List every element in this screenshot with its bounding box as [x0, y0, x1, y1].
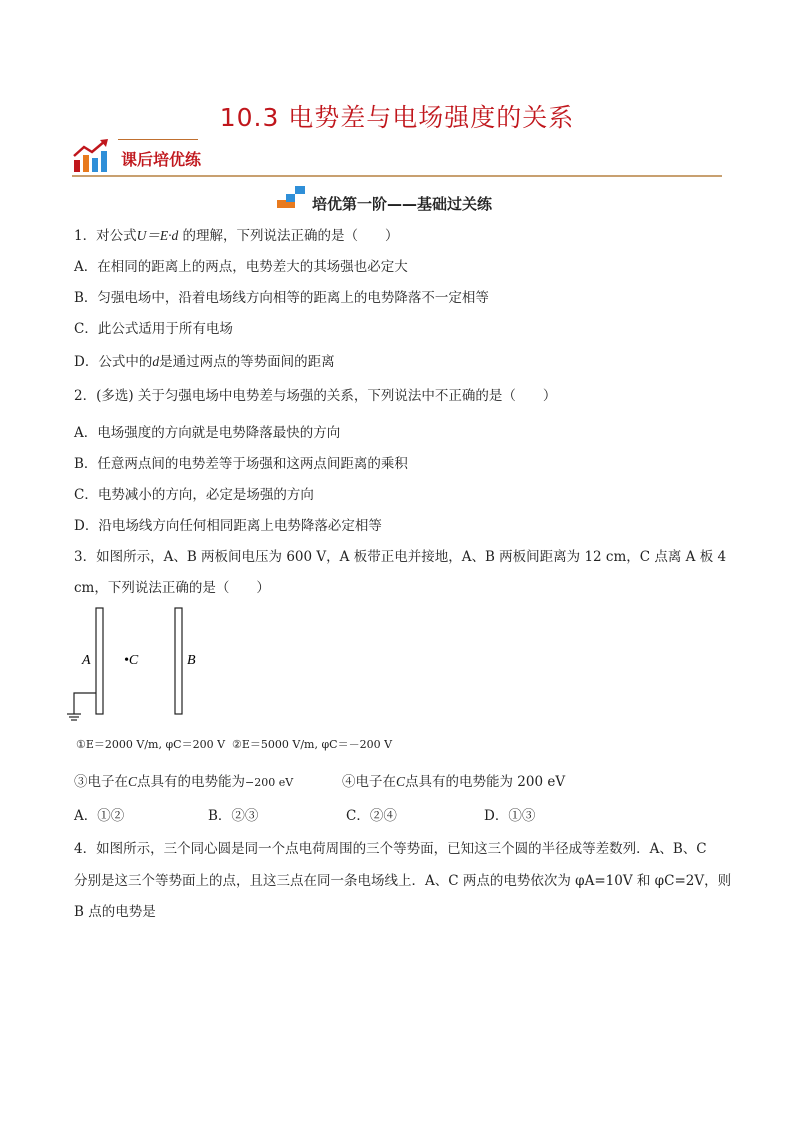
- stairs-icon: [277, 183, 307, 209]
- q1-stem: [74, 229, 399, 244]
- section-accent-line: [118, 139, 198, 140]
- subsection-label: 培优第一阶——基础过关练: [312, 195, 493, 213]
- q1-option-d-text: D．公式中的: [74, 354, 153, 370]
- section-divider: [72, 175, 722, 177]
- q4-stem-line1: 4．如图所示，三个同心圆是同一个点电荷周围的三个等势面，已知这三个圆的半径成等差数列．A、B、C: [74, 841, 707, 857]
- q1-option-d-var: d: [152, 354, 160, 369]
- q3-choice-c: C．②④: [346, 808, 397, 824]
- page-title: 10.3 电势差与电场强度的关系: [219, 103, 575, 132]
- q2-option-b: B．任意两点间的电势差等于场强和这两点间距离的乘积: [74, 456, 408, 472]
- q2-option-a: A．电场强度的方向就是电势降落最快的方向: [74, 425, 341, 441]
- point-c-label: •C: [124, 653, 139, 668]
- q3-statement-3: [74, 775, 293, 790]
- q1-option-b: B．匀强电场中，沿着电场线方向相等的距离上的电势降落不一定相等: [74, 290, 489, 306]
- capacitor-plates-figure: [66, 606, 206, 724]
- plate-b: [175, 608, 182, 714]
- plate-a-label: A: [82, 653, 91, 668]
- q3-statement-3-text-2: 点具有的电势能为: [137, 774, 246, 790]
- q3-statement-2: ②E＝5000 V/m, φC＝－200 V: [232, 738, 393, 751]
- q3-statement-4-var: C: [396, 774, 406, 789]
- q1-stem-text-2: 的理解，下列说法正确的是（ ）: [178, 228, 399, 244]
- q3-statement-1: ①E＝2000 V/m, φC＝200 V: [76, 738, 226, 751]
- q4-stem-line3: B 点的电势是: [74, 904, 156, 920]
- q4-stem-line2: 分别是这三个等势面上的点，且这三点在同一条电场线上．A、C 两点的电势依次为 φA=10V 和 φC=2V，则: [74, 873, 732, 889]
- q2-option-d: D．沿电场线方向任何相同距离上电势降落必定相等: [74, 518, 382, 534]
- q3-choice-d: D．①③: [484, 808, 536, 824]
- q3-stem-line1: 3．如图所示，A、B 两板间电压为 600 V，A 板带正电并接地，A、B 两板间距离为 12 cm，C 点离 A 板 4: [74, 549, 727, 565]
- plate-a: [96, 608, 103, 714]
- ground-wire: [74, 693, 96, 714]
- q1-formula: U＝E·d: [136, 228, 179, 243]
- q2-stem: 2．(多选) 关于匀强电场中电势差与场强的关系，下列说法中不正确的是（ ）: [74, 388, 557, 404]
- plate-b-label: B: [187, 653, 196, 668]
- chart-growth-icon: [72, 138, 112, 174]
- q1-option-d: [74, 355, 335, 370]
- q3-choice-a: A．①②: [74, 808, 125, 824]
- q2-option-c: C．电势减小的方向，必定是场强的方向: [74, 487, 314, 503]
- q3-statement-4: [342, 775, 565, 790]
- q1-option-d-text-2: 是通过两点的等势面间的距离: [159, 354, 335, 370]
- section-label: 课后培优练: [121, 150, 202, 169]
- q1-stem-text: 1．对公式: [74, 228, 137, 244]
- q3-stem-line2: cm，下列说法正确的是（ ）: [74, 580, 270, 596]
- q3-statement-4-text: ④电子在: [342, 774, 396, 790]
- q1-option-a: A．在相同的距离上的两点，电势差大的其场强也必定大: [74, 259, 408, 275]
- q3-statement-3-value: −200 eV: [245, 776, 294, 789]
- q3-statement-3-text: ③电子在: [74, 774, 128, 790]
- q1-option-c: C．此公式适用于所有电场: [74, 321, 233, 337]
- q3-statement-4-text-2: 点具有的电势能为 200 eV: [405, 774, 566, 790]
- q3-choice-b: B．②③: [208, 808, 259, 824]
- q3-statement-3-var: C: [128, 774, 138, 789]
